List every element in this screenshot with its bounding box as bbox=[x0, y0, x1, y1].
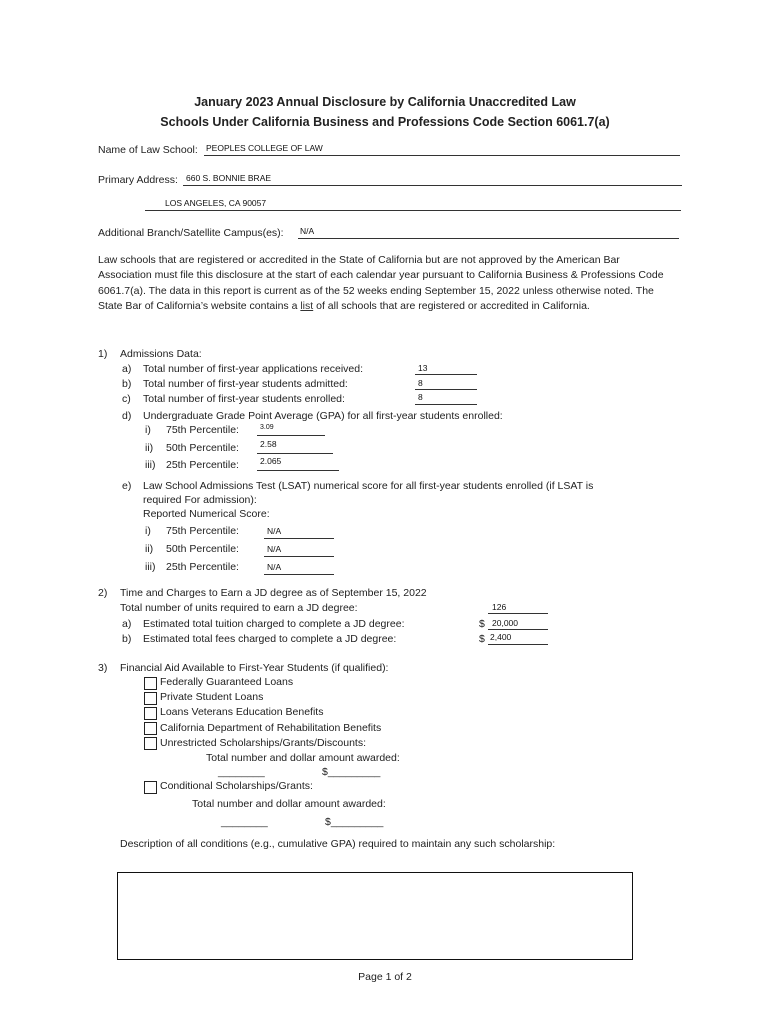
address-line2-rule bbox=[145, 210, 681, 211]
conditional-count-field[interactable]: ________ bbox=[221, 816, 268, 828]
conditional-scholarships-checkbox[interactable] bbox=[144, 781, 157, 794]
students-enrolled-value[interactable]: 8 bbox=[418, 392, 423, 402]
federal-loans-label: Federally Guaranteed Loans bbox=[160, 676, 294, 688]
unrestricted-scholarships-checkbox[interactable] bbox=[144, 737, 157, 750]
gpa-50-line bbox=[257, 453, 333, 454]
tuition-line bbox=[488, 629, 548, 630]
gpa-50-roman: ii) bbox=[145, 442, 154, 454]
veterans-benefits-checkbox[interactable] bbox=[144, 707, 157, 720]
address-line2-value[interactable]: LOS ANGELES, CA 90057 bbox=[165, 198, 267, 208]
students-enrolled-label: Total number of first-year students enrolled: bbox=[143, 393, 345, 405]
branch-value[interactable]: N/A bbox=[300, 226, 315, 236]
units-line bbox=[488, 613, 548, 614]
rehabilitation-benefits-label: California Department of Rehabilitation Benefits bbox=[160, 722, 382, 734]
page-number: Page 1 of 2 bbox=[358, 971, 412, 983]
intro-text-before: Law schools that are registered or accredited in the State of California but are not approved by the American Bar Association must file this disclosure at the start of each calendar year pursuant to California Business & Professions Code 6061.7(a). The data in this report is current as of the 52 weeks ending September 15, 2022 unless otherwise noted. The State Bar of California’s website contains a bbox=[98, 254, 664, 312]
conditions-description-box[interactable] bbox=[117, 872, 633, 960]
conditions-description-label: Description of all conditions (e.g., cumulative GPA) required to maintain any such scholarship: bbox=[120, 838, 556, 850]
students-admitted-line bbox=[415, 389, 477, 390]
students-admitted-value[interactable]: 8 bbox=[418, 378, 423, 388]
lsat-75-line bbox=[264, 538, 334, 539]
unrestricted-count-field[interactable]: ________ bbox=[218, 766, 265, 778]
fees-currency: $ bbox=[479, 633, 485, 645]
gpa-heading: Undergraduate Grade Point Average (GPA) for all first-year students enrolled: bbox=[143, 410, 503, 422]
lsat-50-line bbox=[264, 556, 334, 557]
gpa-25-roman: iii) bbox=[145, 459, 156, 471]
lsat-75-label: 75th Percentile: bbox=[166, 525, 239, 537]
tuition-value[interactable]: 20,000 bbox=[492, 618, 518, 628]
applications-received-value[interactable]: 13 bbox=[418, 363, 428, 373]
lsat-75-roman: i) bbox=[145, 525, 151, 537]
lsat-heading-line3: Reported Numerical Score: bbox=[143, 508, 270, 520]
units-label: Total number of units required to earn a JD degree: bbox=[120, 602, 358, 614]
school-name-value[interactable]: PEOPLES COLLEGE OF LAW bbox=[206, 143, 323, 153]
gpa-75-value[interactable]: 3.09 bbox=[260, 424, 274, 431]
gpa-50-label: 50th Percentile: bbox=[166, 442, 239, 454]
gpa-75-roman: i) bbox=[145, 424, 151, 436]
gpa-50-value[interactable]: 2.58 bbox=[260, 439, 277, 449]
section1-heading: Admissions Data: bbox=[120, 348, 202, 360]
gpa-25-line bbox=[257, 470, 339, 471]
lsat-75-value[interactable]: N/A bbox=[267, 526, 282, 536]
fees-item-label: b) bbox=[122, 633, 132, 645]
federal-loans-checkbox[interactable] bbox=[144, 677, 157, 690]
item-c-label: c) bbox=[122, 393, 131, 405]
lsat-heading-line1: Law School Admissions Test (LSAT) numerical score for all first-year students enrolled (if LSAT is bbox=[143, 480, 594, 492]
conditional-amount-field[interactable]: $_________ bbox=[325, 816, 384, 828]
fees-line bbox=[488, 644, 548, 645]
address-line1-value[interactable]: 660 S. BONNIE BRAE bbox=[186, 173, 272, 183]
address-label: Primary Address: bbox=[98, 174, 178, 186]
intro-paragraph bbox=[98, 253, 670, 314]
lsat-25-roman: iii) bbox=[145, 561, 156, 573]
gpa-75-label: 75th Percentile: bbox=[166, 424, 239, 436]
address-line1-rule bbox=[183, 185, 682, 186]
lsat-25-label: 25th Percentile: bbox=[166, 561, 239, 573]
rehabilitation-benefits-checkbox[interactable] bbox=[144, 722, 157, 735]
conditional-total-label: Total number and dollar amount awarded: bbox=[192, 798, 386, 810]
section3-number: 3) bbox=[98, 662, 108, 674]
page-title-line2: Schools Under California Business and Professions Code Section 6061.7(a) bbox=[160, 115, 610, 129]
applications-received-line bbox=[415, 374, 477, 375]
lsat-50-roman: ii) bbox=[145, 543, 154, 555]
intro-text-after: of all schools that are registered or accredited in California. bbox=[313, 299, 590, 312]
unrestricted-amount-field[interactable]: $_________ bbox=[322, 766, 381, 778]
unrestricted-total-label: Total number and dollar amount awarded: bbox=[206, 752, 400, 764]
students-admitted-label: Total number of first-year students admitted: bbox=[143, 378, 348, 390]
branch-label: Additional Branch/Satellite Campus(es): bbox=[98, 227, 284, 239]
units-value[interactable]: 126 bbox=[492, 602, 507, 612]
lsat-50-value[interactable]: N/A bbox=[267, 544, 282, 554]
schools-list-link[interactable]: list bbox=[300, 299, 314, 312]
private-loans-checkbox[interactable] bbox=[144, 692, 157, 705]
conditional-scholarships-label: Conditional Scholarships/Grants: bbox=[160, 780, 313, 792]
students-enrolled-line bbox=[415, 404, 477, 405]
branch-line bbox=[298, 238, 679, 239]
tuition-currency: $ bbox=[479, 618, 485, 630]
tuition-item-label: a) bbox=[122, 618, 132, 630]
gpa-25-label: 25th Percentile: bbox=[166, 459, 239, 471]
item-d-label: d) bbox=[122, 410, 132, 422]
fees-label: Estimated total fees charged to complete a JD degree: bbox=[143, 633, 397, 645]
item-a-label: a) bbox=[122, 363, 132, 375]
lsat-50-label: 50th Percentile: bbox=[166, 543, 239, 555]
lsat-25-value[interactable]: N/A bbox=[267, 562, 282, 572]
page-title-line1: January 2023 Annual Disclosure by California Unaccredited Law bbox=[194, 95, 576, 109]
tuition-label: Estimated total tuition charged to complete a JD degree: bbox=[143, 618, 405, 630]
school-name-label: Name of Law School: bbox=[98, 144, 198, 156]
item-e-label: e) bbox=[122, 480, 132, 492]
section2-heading: Time and Charges to Earn a JD degree as of September 15, 2022 bbox=[120, 587, 427, 599]
gpa-75-line bbox=[257, 435, 325, 436]
lsat-heading-line2: required For admission): bbox=[143, 494, 257, 506]
section1-number: 1) bbox=[98, 348, 108, 360]
section2-number: 2) bbox=[98, 587, 108, 599]
gpa-25-value[interactable]: 2.065 bbox=[260, 456, 282, 466]
applications-received-label: Total number of first-year applications received: bbox=[143, 363, 364, 375]
private-loans-label: Private Student Loans bbox=[160, 691, 264, 703]
section3-heading: Financial Aid Available to First-Year Students (if qualified): bbox=[120, 662, 389, 674]
school-name-line bbox=[204, 155, 680, 156]
item-b-label: b) bbox=[122, 378, 132, 390]
lsat-25-line bbox=[264, 574, 334, 575]
fees-value[interactable]: 2,400 bbox=[490, 632, 512, 642]
unrestricted-scholarships-label: Unrestricted Scholarships/Grants/Discounts: bbox=[160, 737, 366, 749]
veterans-benefits-label: Loans Veterans Education Benefits bbox=[160, 706, 324, 718]
